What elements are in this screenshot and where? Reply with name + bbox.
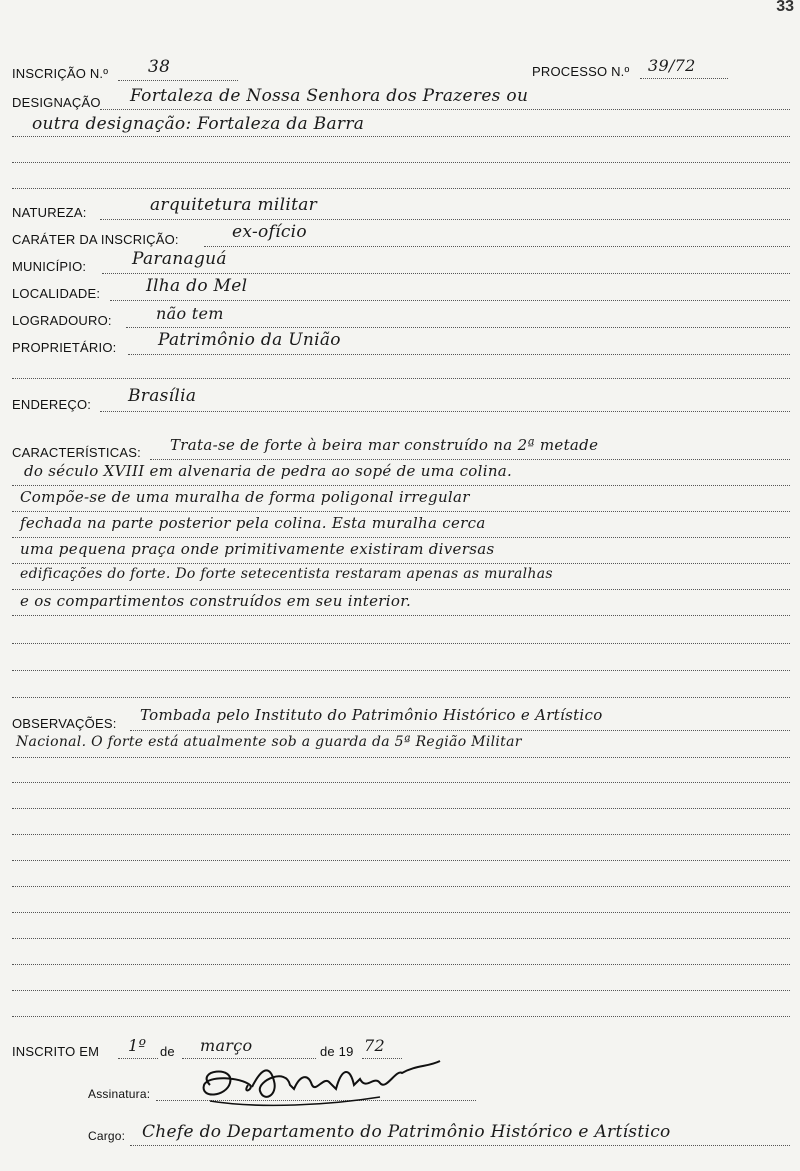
designacao-value-2: outra designação: Fortaleza da Barra <box>32 114 365 134</box>
natureza-value: arquitetura militar <box>150 195 318 215</box>
processo-value: 39/72 <box>648 56 696 75</box>
carater-value: ex-ofício <box>232 222 307 242</box>
caracteristicas-line <box>12 615 790 616</box>
blank-line <box>12 643 790 644</box>
blank-line <box>12 808 790 809</box>
carater-label: CARÁTER DA INSCRIÇÃO: <box>12 232 179 247</box>
caracteristicas-text-line: fechada na parte posterior pela colina. Esta muralha cerca <box>20 514 486 532</box>
caracteristicas-text-line: uma pequena praça onde primitivamente existiram diversas <box>20 540 495 558</box>
natureza-label: NATUREZA: <box>12 205 87 220</box>
caracteristicas-text-line: do século XVIII em alvenaria de pedra ao sopé de uma colina. <box>24 462 513 480</box>
blank-line <box>12 990 790 991</box>
blank-line <box>12 938 790 939</box>
inscricao-value: 38 <box>148 57 171 77</box>
localidade-line <box>110 300 790 301</box>
caracteristicas-line <box>12 563 790 564</box>
localidade-value: Ilha do Mel <box>146 276 248 296</box>
blank-line <box>12 1016 790 1017</box>
localidade-label: LOCALIDADE: <box>12 286 101 301</box>
observacoes-text-line: Tombada pelo Instituto do Patrimônio Histórico e Artístico <box>140 706 603 724</box>
observacoes-text-line: Nacional. O forte está atualmente sob a guarda da 5ª Região Militar <box>16 734 522 750</box>
inscrito-year: 72 <box>364 1036 385 1055</box>
observacoes-line <box>12 757 790 758</box>
blank-line <box>12 378 790 379</box>
caracteristicas-line <box>12 537 790 538</box>
inscrito-label: INSCRITO EM <box>12 1044 100 1059</box>
blank-line <box>12 912 790 913</box>
cargo-value: Chefe do Departamento do Patrimônio Histórico e Artístico <box>142 1122 671 1142</box>
blank-line <box>12 886 790 887</box>
inscrito-de-2: de 19 <box>320 1044 354 1059</box>
caracteristicas-text-line: edificações do forte. Do forte setecentista restaram apenas as muralhas <box>20 566 553 582</box>
caracteristicas-line <box>12 589 790 590</box>
blank-line <box>12 964 790 965</box>
logradouro-line <box>126 327 790 328</box>
blank-line <box>12 188 790 189</box>
endereco-line <box>100 411 790 412</box>
caracteristicas-line <box>150 459 790 460</box>
caracteristicas-text-line: e os compartimentos construídos em seu interior. <box>20 592 412 610</box>
cargo-line <box>130 1145 790 1146</box>
inscrito-month: março <box>200 1036 253 1055</box>
proprietario-value: Patrimônio da União <box>158 330 341 350</box>
caracteristicas-line <box>12 485 790 486</box>
blank-line <box>12 782 790 783</box>
endereco-value: Brasília <box>128 386 197 406</box>
blank-line <box>12 697 790 698</box>
proprietario-label: PROPRIETÁRIO: <box>12 340 117 355</box>
designacao-line-2 <box>12 136 790 137</box>
designacao-line-1 <box>100 109 790 110</box>
inscricao-label: INSCRIÇÃO N.º <box>12 66 109 81</box>
inscrito-de-1: de <box>160 1044 175 1059</box>
inscrito-day: 1º <box>128 1036 147 1055</box>
observacoes-label: OBSERVAÇÕES: <box>12 716 117 731</box>
caracteristicas-text-line: Trata-se de forte à beira mar construído na 2ª metade <box>170 436 599 454</box>
page-number: 33 <box>776 0 794 15</box>
blank-line <box>12 834 790 835</box>
processo-label: PROCESSO N.º <box>532 64 630 79</box>
signature-image <box>190 1055 460 1115</box>
municipio-line <box>102 273 790 274</box>
designacao-label: DESIGNAÇÃO <box>12 95 101 110</box>
caracteristicas-label: CARACTERÍSTICAS: <box>12 445 141 460</box>
cargo-label: Cargo: <box>88 1129 126 1143</box>
processo-line <box>640 78 728 79</box>
natureza-line <box>100 219 790 220</box>
inscricao-line <box>118 80 238 81</box>
municipio-label: MUNICÍPIO: <box>12 259 87 274</box>
designacao-value-1: Fortaleza de Nossa Senhora dos Prazeres ou <box>130 86 529 106</box>
proprietario-line <box>128 354 790 355</box>
assinatura-label: Assinatura: <box>88 1087 151 1101</box>
blank-line <box>12 670 790 671</box>
carater-line <box>204 246 790 247</box>
blank-line <box>12 162 790 163</box>
logradouro-label: LOGRADOURO: <box>12 313 112 328</box>
observacoes-line <box>130 730 790 731</box>
caracteristicas-line <box>12 511 790 512</box>
logradouro-value: não tem <box>156 304 224 323</box>
caracteristicas-text-line: Compõe-se de uma muralha de forma poligonal irregular <box>20 488 470 506</box>
blank-line <box>12 860 790 861</box>
inscrito-day-line <box>118 1058 158 1059</box>
endereco-label: ENDEREÇO: <box>12 397 92 412</box>
municipio-value: Paranaguá <box>132 249 227 269</box>
